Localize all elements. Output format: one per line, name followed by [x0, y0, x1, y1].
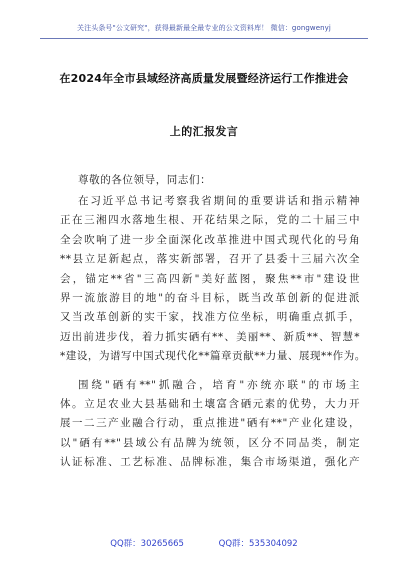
header-promo-text: 关注头条号"公文研究"，获得最新最全最专业的公文资料库！ 微信：gongwenyj — [77, 24, 331, 32]
page-footer — [0, 537, 408, 549]
body-line: 在习近平总书记考察我省期间的重要讲话和指示精神 — [78, 195, 360, 207]
body-line: 围绕"硒有**"抓融合，培育"亦统亦联"的市场主 — [78, 378, 360, 391]
footer-qq-group-2: QQ群：535304092 — [218, 539, 298, 549]
body-line: 体。立足农业大县基础和土壤富含硒元素的优势，大力开 — [60, 397, 360, 410]
footer-qq-group-1: QQ群：30265665 — [110, 539, 184, 549]
body-line: 全会吹响了进一步全面深化改革推进中国式现代化的号角 — [60, 233, 360, 246]
document-title-line1: 在2024年全市县域经济高质量发展暨经济运行工作推进会 — [59, 72, 349, 85]
body-line: 迈出前进步伐，着力抓实硒有**、美丽**、新质**、智慧* — [60, 330, 360, 343]
body-line: *建设，为谱写中国式现代化**篇章贡献**力量、展现**作为。 — [60, 350, 366, 363]
salutation: 尊敬的各位领导，同志们： — [78, 174, 212, 186]
document-body — [60, 192, 366, 472]
body-line: 认证标准、工艺标准、品牌标准，集合市场渠道，强化产 — [60, 456, 360, 469]
document-title-line2: 上的汇报发言 — [169, 125, 239, 138]
body-line: 正在三湘四水落地生根、开花结果之际，党的二十届三中 — [60, 214, 360, 227]
body-line: 会，锚定**省"三高四新"美好蓝图，聚焦**市"建设世 — [60, 272, 360, 285]
body-line: 又当改革创新的实干家，找准方位坐标，明确重点抓手， — [60, 311, 360, 324]
page-header — [40, 14, 368, 39]
body-line: 展一二三产业融合行动，重点推进"硒有**"产业化建设， — [60, 417, 360, 430]
body-line: 界一流旅游目的地"的奋斗目标，既当改革创新的促进派 — [60, 291, 360, 304]
body-line: 以"硒有**"县域公有品牌为统领，区分不同品类，制定 — [60, 436, 360, 449]
body-line: **县立足新起点，落实新部署，召开了县委十三届六次全 — [60, 253, 360, 266]
